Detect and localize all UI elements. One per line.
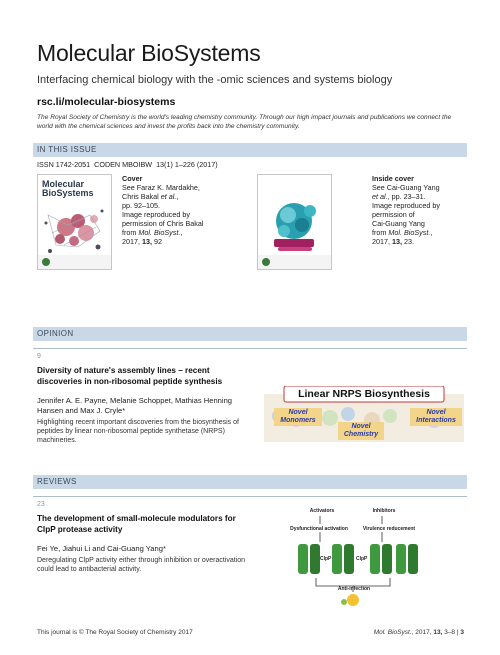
section-bar-in-this-issue: [33, 143, 467, 157]
article-description: Highlighting recent important discoveries from the biosynthesis of peptides by linear non-ribosomal peptide synthetase (NRPS) machineries.: [37, 419, 239, 444]
section-label: REVIEWS: [37, 477, 77, 486]
inside-cover-heading: Inside cover: [372, 174, 414, 183]
novel-chemistry-label: Novel Chemistry: [338, 422, 384, 440]
nrps-graphical-abstract: [264, 386, 464, 442]
issn: ISSN 1742-2051: [37, 160, 91, 169]
clpp-graphical-abstract: [286, 508, 424, 608]
section-bar-opinion: [33, 327, 467, 341]
footer-copyright: This journal is © The Royal Society of Chemistry 2017: [37, 629, 193, 636]
journal-url-link[interactable]: rsc.li/molecular-biosystems: [37, 96, 176, 108]
novel-monomers-label: Novel Monomers: [274, 408, 322, 426]
anti-infection-label: Anti-infection: [337, 586, 371, 592]
rsc-logo-icon: [42, 258, 50, 266]
article-title-link[interactable]: Diversity of nature's assembly lines – recent discoveries in non-ribosomal peptide synthesis: [37, 366, 223, 386]
inside-cover-image[interactable]: [257, 174, 332, 270]
rsc-logo-icon: [262, 258, 270, 266]
section-bar-reviews: [33, 475, 467, 489]
clpp-left-label: ClpP: [320, 556, 332, 562]
section-label: OPINION: [37, 329, 74, 338]
clpp-diagram: [286, 508, 424, 608]
footer-citation: Mol. BioSyst., 2017, 13, 3–8 | 3: [373, 629, 464, 636]
issue-info: [37, 160, 218, 169]
dysfunctional-activation-label: Dysfunctional activation: [290, 526, 348, 532]
coden: CODEN MBOIBW: [94, 160, 153, 169]
cover-caption: Cover See Faraz K. Mardakhe, Chris Bakal et al., pp. 92–105. Image reproduced by permission of Chris Bakal from Mol. BioSyst., 2017, 13, 92: [122, 174, 232, 246]
article-authors: Fei Ye, Jiahui Li and Cai-Guang Yang*: [37, 544, 166, 553]
journal-tagline: Interfacing chemical biology with the -omic sciences and systems biology: [37, 74, 393, 86]
article-authors: Jennifer A. E. Payne, Melanie Schoppet, Mathias Henning Hansen and Max J. Cryle*: [37, 396, 233, 415]
novel-interactions-label: Novel Interactions: [410, 408, 462, 426]
inside-cover-caption: Inside cover See Cai-Guang Yang et al., pp. 23–31. Image reproduced by permission of Cai-Guang Yang from Mol. BioSyst., 2017, 13, 23.: [372, 174, 464, 246]
cover-heading: Cover: [122, 174, 143, 183]
virulence-reducement-label: Virulence reducement: [362, 526, 416, 532]
article-title-link[interactable]: The development of small-molecule modulators for ClpP protease activity: [37, 514, 236, 534]
clpp-right-label: ClpP: [356, 556, 368, 562]
section-label: IN THIS ISSUE: [37, 145, 97, 154]
inhibitors-label: Inhibitors: [372, 508, 396, 514]
publisher-statement: The Royal Society of Chemistry is the world's leading chemistry community. Through our high impact journals and publications we connect the world with the chemical sciences and invest the profits back into the chemistry community.: [37, 114, 452, 130]
issue-reference: 13(1) 1–226 (2017): [156, 160, 218, 169]
front-cover-image[interactable]: [37, 174, 112, 270]
journal-title: Molecular BioSystems: [37, 40, 261, 66]
cover-thumb-title: Molecular BioSystems: [42, 179, 94, 198]
nrps-graphic-title: Linear NRPS Biosynthesis: [298, 388, 430, 400]
article-description: Deregulating ClpP activity either through inhibition or overactivation could lead to antibacterial activity.: [37, 557, 246, 573]
article-page-number: 23: [37, 501, 45, 508]
article-page-number: 9: [37, 353, 41, 360]
activators-label: Activators: [309, 508, 335, 514]
